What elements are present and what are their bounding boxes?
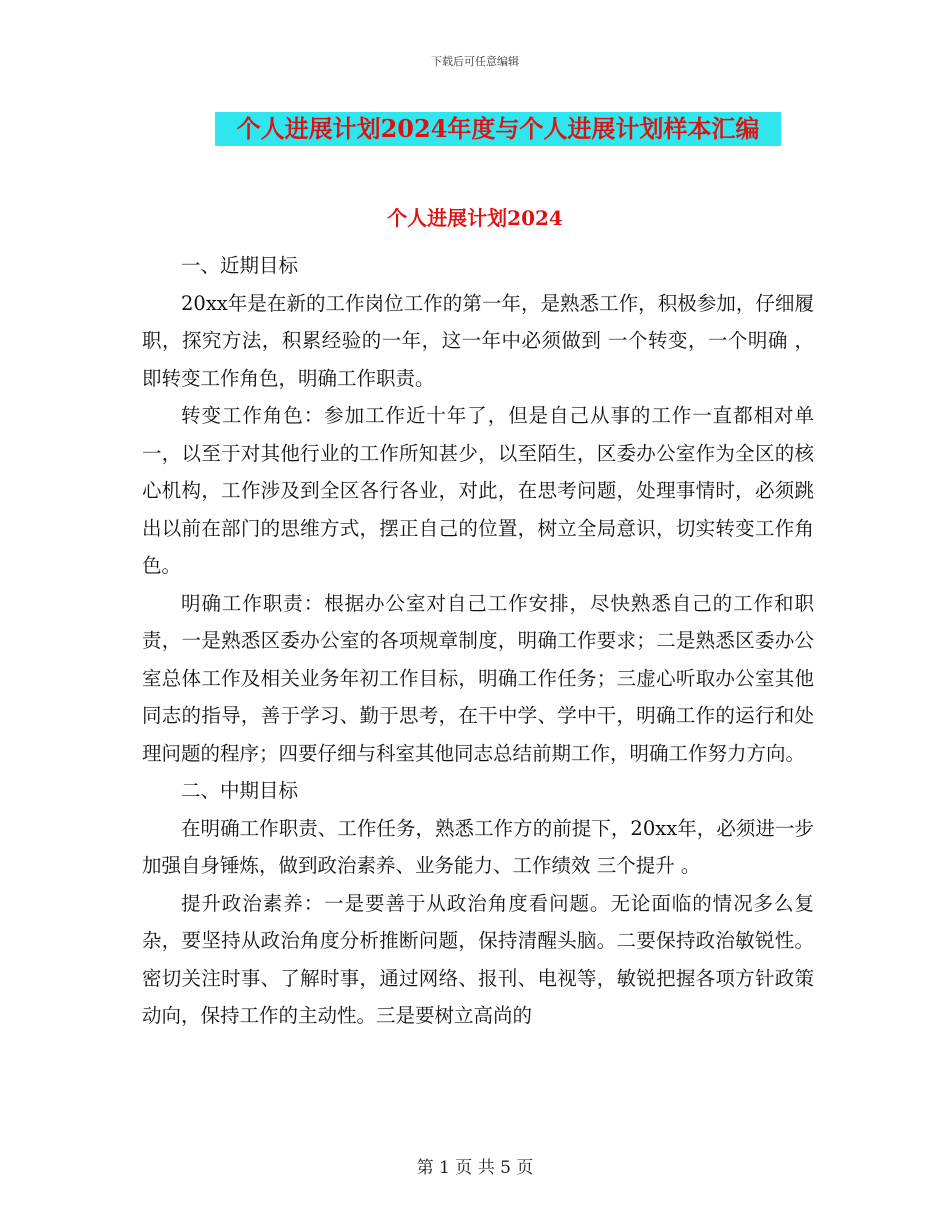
paragraph: 明确工作职责：根据办公室对自己工作安排，尽快熟悉自己的工作和职责，一是熟悉区委办公室的各项规章制度，明确工作要求；二是熟悉区委办公室总体工作及相关业务年初工作目标，明确工作任务；三虚心听取办公室其他同志的指导，善于学习、勤于思考，在干中学、学中干，明确工作的运行和处理问题的程序；四要仔细与科室其他同志总结前期工作，明确工作努力方向。 bbox=[142, 591, 814, 765]
document-body bbox=[142, 247, 814, 1035]
paragraph: 在明确工作职责、工作任务，熟悉工作方的前提下，20xx年，必须进一步加强自身锤炼，做到政治素养、业务能力、工作绩效 三个提升 。 bbox=[142, 816, 814, 877]
document-main-title: 个人进展计划2024年度与个人进展计划样本汇编 bbox=[215, 112, 781, 146]
section-heading-mid-term: 二、中期目标 bbox=[181, 779, 299, 802]
document-sub-title: 个人进展计划2024 bbox=[387, 206, 563, 230]
section-heading-near-term: 一、近期目标 bbox=[181, 254, 299, 277]
paragraph: 提升政治素养：一是要善于从政治角度看问题。无论面临的情况多么复杂，要坚持从政治角度分析推断问题，保持清醒头脑。二要保持政治敏锐性。密切关注时事、了解时事，通过网络、报刊、电视等，敏锐把握各项方针政策动向，保持工作的主动性。三是要树立高尚的 bbox=[142, 891, 814, 1027]
page-number-footer: 第 1 页 共 5 页 bbox=[416, 1158, 534, 1178]
paragraph: 20xx年是在新的工作岗位工作的第一年，是熟悉工作，积极参加，仔细履职，探究方法，积累经验的一年，这一年中必须做到 一个转变，一个明确 ，即转变工作角色，明确工作职责。 bbox=[142, 291, 814, 390]
page-header-note: 下载后可任意编辑 bbox=[431, 55, 519, 68]
paragraph: 转变工作角色：参加工作近十年了，但是自己从事的工作一直都相对单一，以至于对其他行业的工作所知甚少，以至陌生，区委办公室作为全区的核心机构，工作涉及到全区各行各业，对此，在思考问题，处理事情时，必须跳出以前在部门的思维方式，摆正自己的位置，树立全局意识，切实转变工作角色。 bbox=[142, 404, 814, 577]
